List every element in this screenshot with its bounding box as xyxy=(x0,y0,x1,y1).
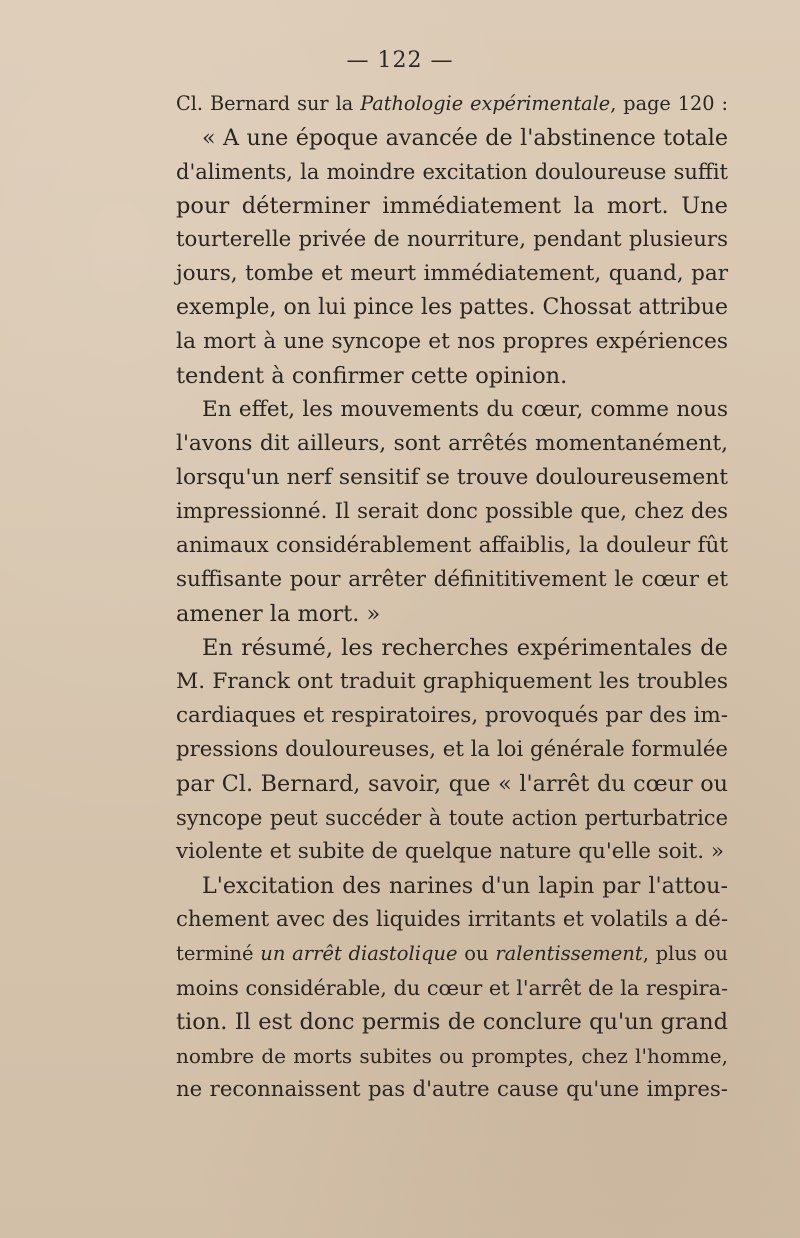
text-line: par Cl. Bernard, savoir, que « l'arrêt du cœur ou xyxy=(176,771,728,797)
text-line: M. Franck ont traduit graphiquement les troubles xyxy=(176,669,728,694)
text-line: chement avec des liquides irritants et volatils a dé- xyxy=(176,907,728,932)
text-line: lorsqu'un nerf sensitif se trouve douloureusement xyxy=(176,465,728,490)
body-text xyxy=(176,87,728,1107)
text-line: tion. Il est donc permis de conclure qu'un grand xyxy=(176,1009,728,1035)
text-line: En résumé, les recherches expérimentales de xyxy=(202,635,728,661)
text-line: moins considérable, du cœur et l'arrêt de la respira- xyxy=(176,976,728,1000)
text-line: impressionné. Il serait donc possible que, chez des xyxy=(176,499,728,524)
italic-title: Pathologie expérimentale xyxy=(360,92,611,115)
text-line: la mort à une syncope et nos propres expériences xyxy=(176,329,728,354)
text-span: , plus ou xyxy=(642,942,728,965)
text-line: amener la mort. » xyxy=(176,601,381,627)
text-span: , page 120 : xyxy=(610,92,729,115)
text-line: jours, tombe et meurt immédiatement, quand, par xyxy=(176,261,728,286)
text-line: En effet, les mouvements du cœur, comme nous xyxy=(202,397,728,422)
text-line: tourterelle privée de nourriture, pendant plusieurs xyxy=(176,227,728,252)
text-line: nombre de morts subites ou promptes, chez l'homme, xyxy=(176,1044,728,1068)
text-line xyxy=(176,87,728,121)
text-line: suffisante pour arrêter définititivement le cœur et xyxy=(176,567,728,592)
text-line: pour déterminer immédiatement la mort. Une xyxy=(176,193,728,219)
text-line: ne reconnaissent pas d'autre cause qu'une impres- xyxy=(176,1077,728,1102)
text-line: exemple, on lui pince les pattes. Chossat attribue xyxy=(176,295,728,320)
page-number: — 122 — xyxy=(346,48,454,73)
italic-term: un arrêt diastolique xyxy=(260,942,458,965)
italic-term: ralentissement xyxy=(495,942,643,965)
text-line: l'avons dit ailleurs, sont arrêtés momentanément, xyxy=(176,431,728,456)
text-line: animaux considérablement affaiblis, la douleur fût xyxy=(176,533,728,558)
text-line: « A une époque avancée de l'abstinence totale xyxy=(202,125,728,151)
text-line: L'excitation des narines d'un lapin par l'attou- xyxy=(202,873,728,899)
text-line: d'aliments, la moindre excitation douloureuse suffit xyxy=(176,160,728,184)
text-line: syncope peut succéder à toute action perturbatrice xyxy=(176,806,728,830)
text-span: Cl. Bernard sur la xyxy=(176,92,361,115)
text-line: pressions douloureuses, et la loi générale formulée xyxy=(176,737,728,762)
text-line xyxy=(176,937,728,971)
text-line: violente et subite de quelque nature qu'elle soit. » xyxy=(176,839,725,864)
text-span: ou xyxy=(457,942,496,965)
text-span: terminé xyxy=(176,942,261,965)
text-line: cardiaques et respiratoires, provoqués par des im- xyxy=(176,703,728,728)
text-line: tendent à confirmer cette opinion. xyxy=(176,363,568,389)
